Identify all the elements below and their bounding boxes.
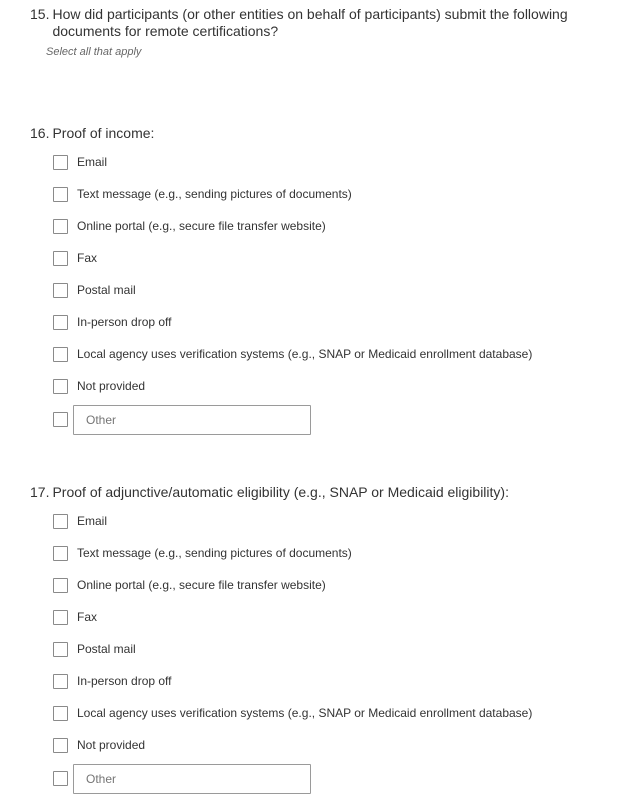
question-subtitle: Select all that apply [46,46,142,58]
option-row-not-provided[interactable] [53,737,605,753]
checkbox[interactable] [53,379,68,394]
checkbox[interactable] [53,514,68,529]
question-16 [30,125,605,435]
option-row-verification-systems[interactable] [53,346,605,362]
option-label[interactable]: Email [77,154,108,169]
checkbox[interactable] [53,283,68,298]
option-row-not-provided[interactable] [53,378,605,394]
option-row-fax[interactable] [53,609,605,625]
checkbox[interactable] [53,315,68,330]
question-number: 15. [30,6,50,22]
question-number: 17. [30,484,50,500]
option-row-email[interactable] [53,154,605,170]
option-row-in-person[interactable] [53,673,605,689]
option-row-postal-mail[interactable] [53,282,605,298]
checkbox[interactable] [53,155,68,170]
option-row-verification-systems[interactable] [53,705,605,721]
checkbox[interactable] [53,546,68,561]
option-row-other[interactable] [53,404,605,435]
option-label[interactable]: Online portal (e.g., secure file transfer website) [77,577,326,592]
option-label[interactable]: Not provided [77,737,146,752]
other-input[interactable] [73,405,311,435]
checkbox[interactable] [53,412,68,427]
option-label[interactable]: Postal mail [77,641,136,656]
question-17-options [53,513,605,794]
question-title: Proof of adjunctive/automatic eligibility (e.g., SNAP or Medicaid eligibility): [52,484,509,500]
option-row-online-portal[interactable] [53,577,605,593]
option-label[interactable]: Local agency uses verification systems (e.g., SNAP or Medicaid enrollment database) [77,346,533,361]
checkbox[interactable] [53,706,68,721]
option-row-in-person[interactable] [53,314,605,330]
option-label[interactable]: Postal mail [77,282,136,297]
option-label[interactable]: In-person drop off [77,673,172,688]
question-15 [30,6,605,58]
option-row-other[interactable] [53,763,605,794]
option-row-email[interactable] [53,513,605,529]
option-row-text-message[interactable] [53,545,605,561]
option-row-text-message[interactable] [53,186,605,202]
question-number: 16. [30,125,50,141]
checkbox[interactable] [53,578,68,593]
option-row-fax[interactable] [53,250,605,266]
question-title: Proof of income: [52,125,155,141]
option-label[interactable]: Email [77,513,108,528]
checkbox[interactable] [53,251,68,266]
question-16-options [53,154,605,435]
option-label[interactable]: Fax [77,609,98,624]
question-title: How did participants (or other entities on behalf of participants) submit the following documents for remote certifications? [52,6,568,39]
question-16-header [30,125,605,142]
other-input[interactable] [73,764,311,794]
question-15-header [30,6,605,40]
option-label[interactable]: Online portal (e.g., secure file transfer website) [77,218,326,233]
option-label[interactable]: Fax [77,250,98,265]
checkbox[interactable] [53,674,68,689]
checkbox[interactable] [53,610,68,625]
checkbox[interactable] [53,187,68,202]
checkbox[interactable] [53,771,68,786]
option-label[interactable]: Not provided [77,378,146,393]
option-row-postal-mail[interactable] [53,641,605,657]
checkbox[interactable] [53,347,68,362]
checkbox[interactable] [53,738,68,753]
option-label[interactable]: In-person drop off [77,314,172,329]
option-label[interactable]: Text message (e.g., sending pictures of documents) [77,186,352,201]
question-17 [30,484,605,794]
checkbox[interactable] [53,219,68,234]
option-row-online-portal[interactable] [53,218,605,234]
question-17-header [30,484,605,501]
option-label[interactable]: Text message (e.g., sending pictures of documents) [77,545,352,560]
option-label[interactable]: Local agency uses verification systems (e.g., SNAP or Medicaid enrollment database) [77,705,533,720]
checkbox[interactable] [53,642,68,657]
